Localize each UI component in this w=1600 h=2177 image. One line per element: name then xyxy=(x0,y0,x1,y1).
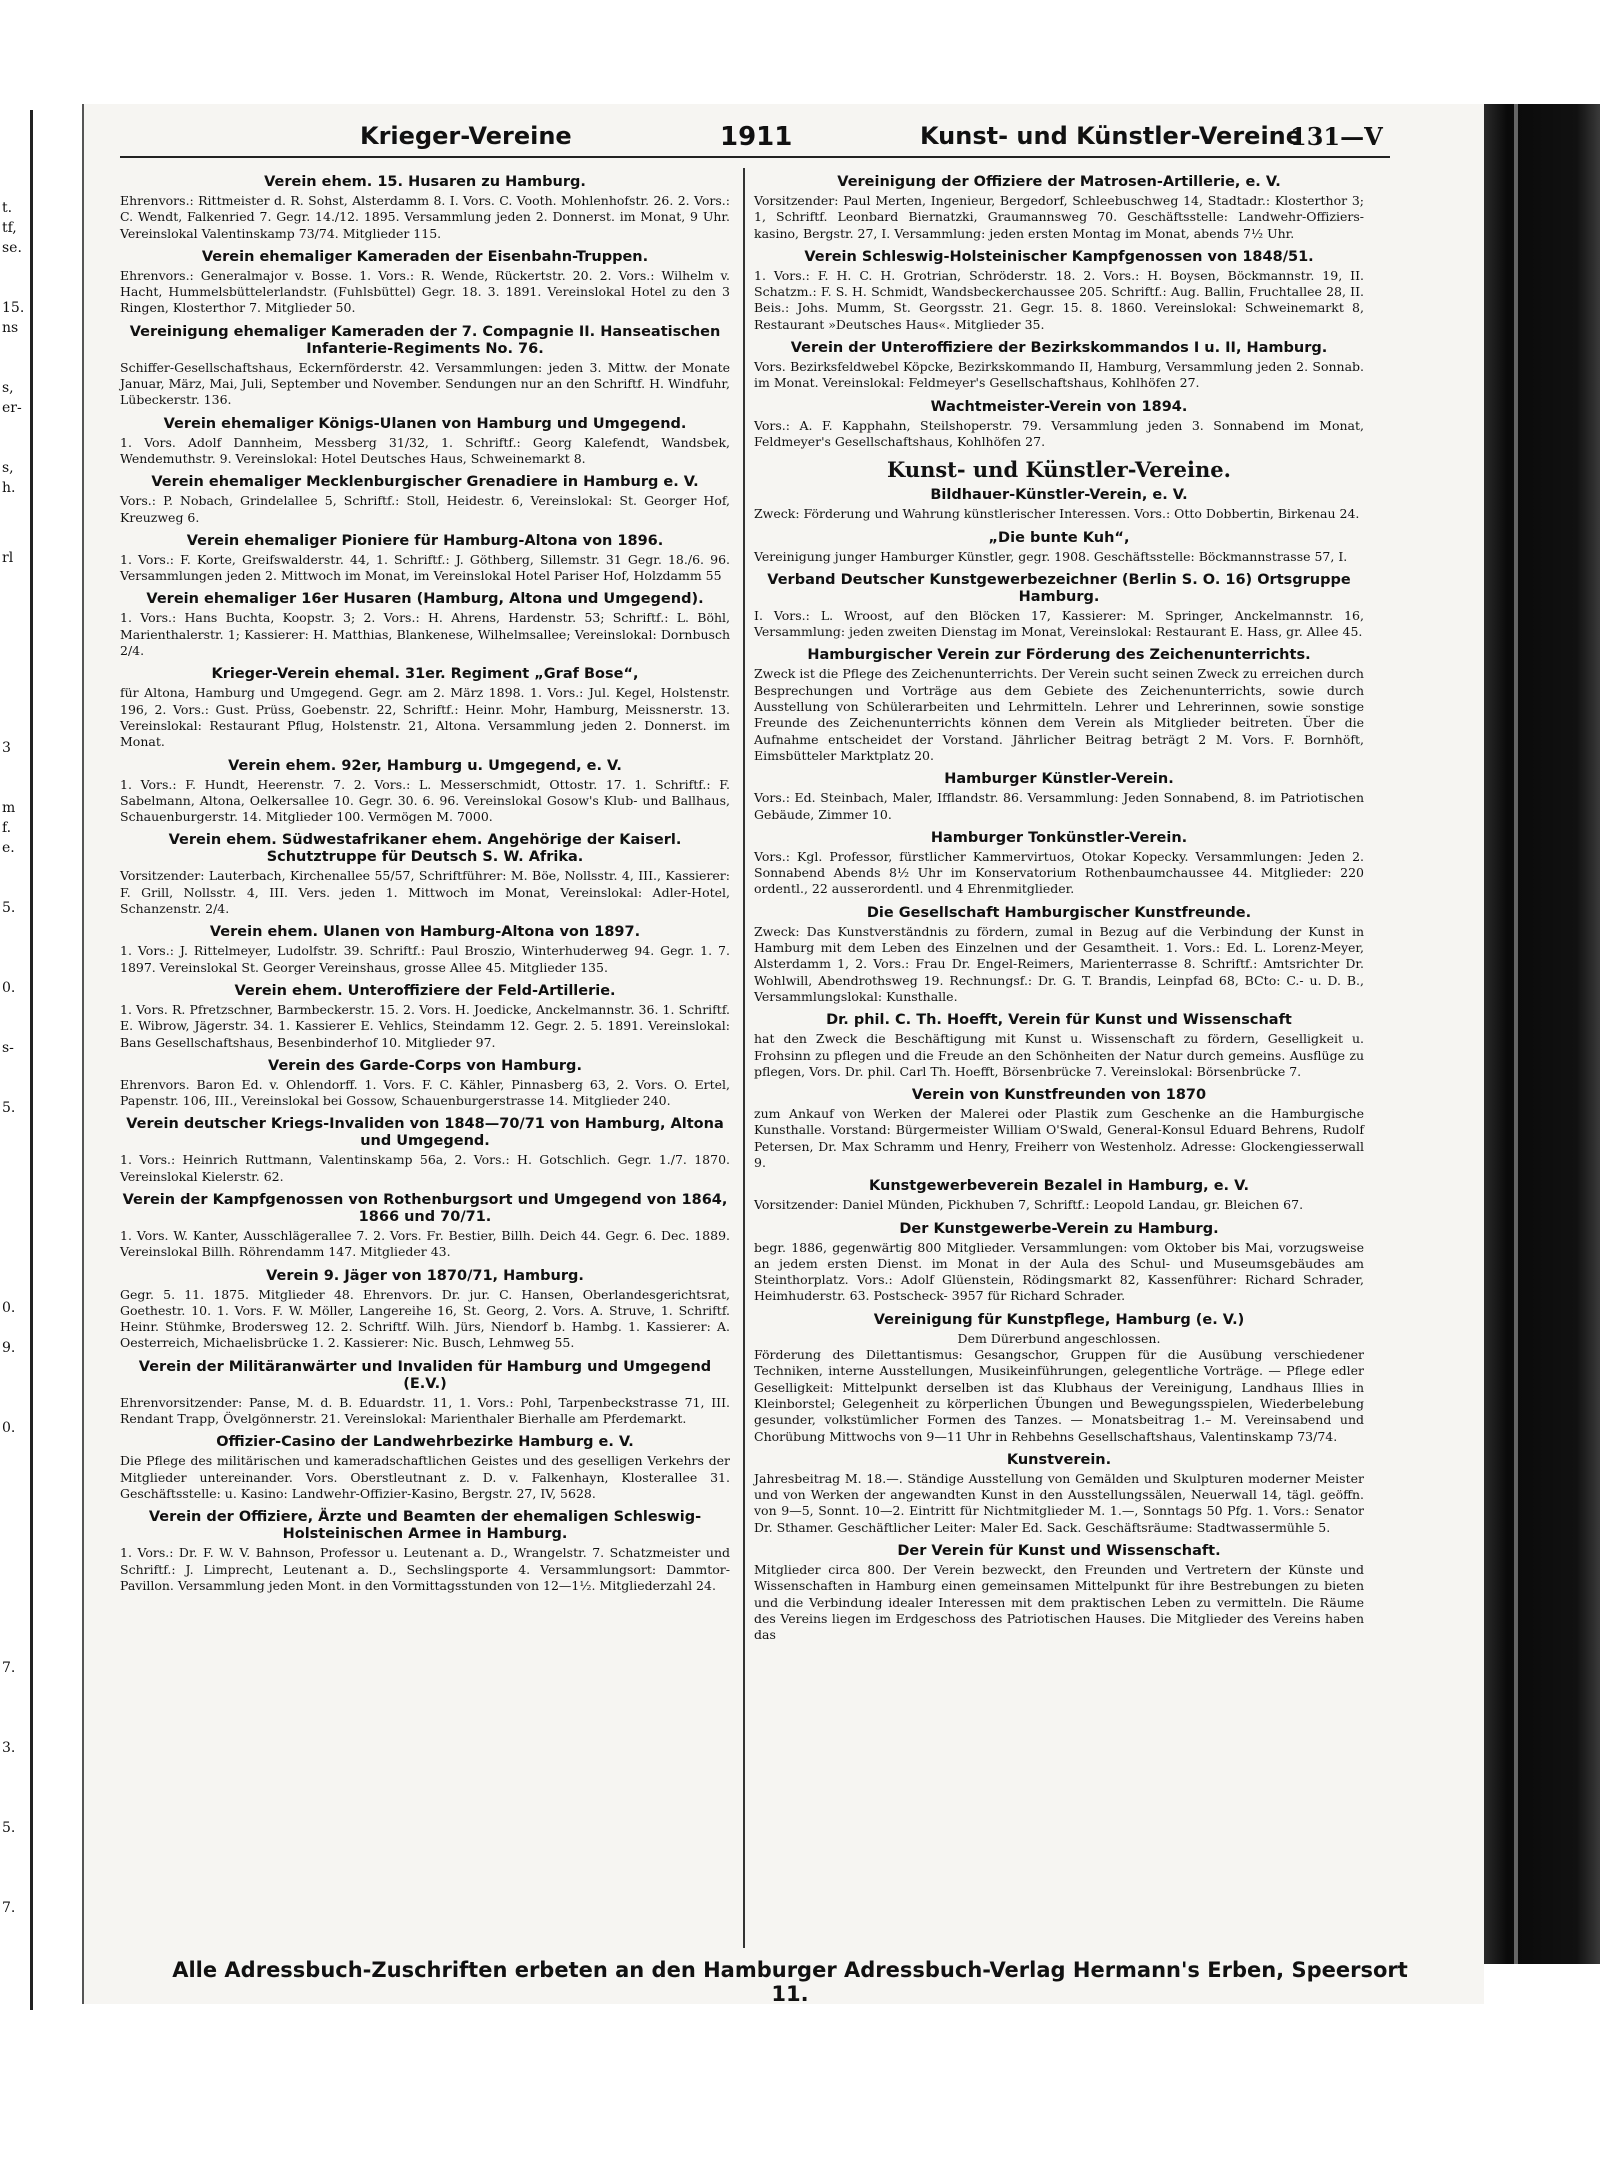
entry xyxy=(754,1312,1364,1445)
entry xyxy=(754,530,1364,565)
entry-body: Ehrenvorsitzender: Panse, M. d. B. Eduardstr. 11, 1. Vors.: Pohl, Tarpenbeckstrasse 71, III. Rendant Trapp, Övelgönnerstr. 21. Vereinslokal: Marienthaler Bierhalle am Pferdemarkt. xyxy=(120,1394,730,1427)
margin-fragment: e. xyxy=(2,840,15,856)
margin-fragment: 9. xyxy=(2,1340,16,1356)
entry xyxy=(754,1012,1364,1080)
page-number: 131—V xyxy=(1290,122,1383,151)
margin-fragment: 3 xyxy=(2,740,11,756)
entry xyxy=(120,474,730,526)
entry-body: 1. Vors.: F. Korte, Greifswalderstr. 44, 1. Schriftf.: J. Göthberg, Sillemstr. 31 Gegr. 18./6. 96. Versammlungen jeden 2. Mittwoch im Monat, im Vereinslokal Hotel Pariser Hof, Holzdamm 55 xyxy=(120,551,730,584)
entry-body: Vorsitzender: Lauterbach, Kirchenallee 55/57, Schriftführer: M. Böe, Nollsstr. 4, III., Kassierer: F. Grill, Nollsstr. 4, III. Vers. jeden 1. Mittwoch im Monat, Vereinslokal: Adler-Hotel, Schanzenstr. 2/4. xyxy=(120,868,730,917)
entry-title: „Die bunte Kuh“, xyxy=(988,529,1130,546)
margin-fragment: tf, xyxy=(2,220,17,236)
margin-fragment: 7. xyxy=(2,1900,16,1916)
entry xyxy=(754,1543,1364,1643)
entry xyxy=(120,416,730,468)
entry xyxy=(754,487,1364,522)
entry-body: Die Pflege des militärischen und kameradschaftlichen Geistes und des geselligen Verkehrs der Mitglieder untereinander. Vors. Oberstleutnant z. D. v. Falkenhayn, Klosterallee 31. Geschäftsstelle: u. Kasino: Landwehr-Offizier-Kasino, Bergstr. 27, IV, 5628. xyxy=(120,1453,730,1501)
entry-title: Verein deutscher Kriegs-Invaliden von 1848—70/71 von Hamburg, Altona und Umgegend. xyxy=(126,1116,724,1150)
entry-body: Vereinigung junger Hamburger Künstler, gegr. 1908. Geschäftsstelle: Böckmannstrasse 57, I. xyxy=(754,548,1348,564)
entry-title: Die Gesellschaft Hamburgischer Kunstfreunde. xyxy=(866,904,1252,921)
entry-title: Verein der Militäranwärter und Invaliden für Hamburg und Umgegend (E.V.) xyxy=(138,1358,712,1392)
margin-fragment: f. xyxy=(2,820,12,836)
entry-title: Offizier-Casino der Landwehrbezirke Hamburg e. V. xyxy=(216,1434,634,1451)
entry xyxy=(120,1116,730,1185)
entry xyxy=(120,1268,730,1352)
entry-body: 1. Vors.: Dr. F. W. V. Bahnson, Professor u. Leutenant a. D., Wrangelstr. 7. Schatzmeister und Schriftf.: J. Limprecht, Leutenant a. D., Sechslingsporte 4. Versammlungsort: Dammtor-Pavillon. Versammlung jeden Mont. in den Vormittagsstunden von 12—1½. Mitgliederzahl 24. xyxy=(120,1545,730,1593)
entry-title: Verein der Offiziere, Ärzte und Beamten der ehemaligen Schleswig-Holsteinischen Armee in Hamburg. xyxy=(148,1509,702,1543)
header-right-title: Kunst- und Künstler-Vereine xyxy=(920,122,1303,150)
entry-title: Kunstgewerbeverein Bezalel in Hamburg, e. V. xyxy=(869,1178,1249,1195)
entry-body: 1. Vors.: F. H. C. H. Grotrian, Schröderstr. 18. 2. Vors.: H. Boysen, Böckmannstr. 19, II. Schatzm.: F. S. H. Schmidt, Wandsbeckerchaussee 205. Schriftf.: Aug. Ballin, Fruchtallee 28, II. Beis.: Johs. Mumm, St. Georgsstr. 21. Gegr. 15. 8. 1860. Vereinslokal: Schweinemarkt 8, Restaurant »Deutsches Haus«. Mitglieder 35. xyxy=(754,267,1364,332)
entry-title: Verein ehemaliger Kameraden der Eisenbahn-Truppen. xyxy=(201,248,649,265)
margin-fragment: s- xyxy=(2,1040,14,1056)
margin-fragment: 0. xyxy=(2,980,16,996)
entry-body: Ehrenvors.: Generalmajor v. Bosse. 1. Vors.: R. Wende, Rückertstr. 20. 2. Vors.: Wilhelm v. Hacht, Hummelsbüttelerlandstr. (Fuhlsbüttel) Gegr. 18. 3. 1891. Vereinslokal Hotel zu den 3 Ringen, Klosterthor 7. Mitglieder 50. xyxy=(120,267,730,316)
entry-body: Vors.: Kgl. Professor, fürstlicher Kammervirtuos, Otokar Kopecky. Versammlungen: Jeden 2. Sonnabend Abends 8½ Uhr im Konservatorium Rothenbaumchaussee 44. Mitglieder: 220 ordentl., 22 ausserordentl. und 4 Ehrenmitglieder. xyxy=(754,848,1364,897)
entry xyxy=(120,249,730,317)
entry-title: Verein der Kampfgenossen von Rothenburgsort und Umgegend von 1864, 1866 und 70/71. xyxy=(122,1191,728,1225)
entry-title: Verein ehem. Unteroffiziere der Feld-Artillerie. xyxy=(234,982,616,999)
entry-body: Zweck: Förderung und Wahrung künstlerischer Interessen. Vors.: Otto Dobbertin, Birkenau 24. xyxy=(754,506,1360,522)
entry-title: Vereinigung für Kunstpflege, Hamburg (e. V.) xyxy=(873,1311,1245,1328)
margin-fragment: ns xyxy=(2,320,19,336)
entry-body: 1. Vors.: Hans Buchta, Koopstr. 3; 2. Vors.: H. Ahrens, Hardenstr. 53; Schriftf.: L. Böhl, Marienthalerstr. 1; Kassierer: H. Matthias, Blankenese, Wilhelmsallee; Vereinslokal: Dornbusch 2/4. xyxy=(120,610,730,659)
entry-body: Gegr. 5. 11. 1875. Mitglieder 48. Ehrenvors. Dr. jur. C. Hansen, Oberlandesgerichtsrat, Goethestr. 10. 1. Vors. F. W. Möller, Langereihe 16, St. Georg, 2. Vors. A. Struve, 1. Schriftf. Heinr. Stühmke, Brodersweg 12. 2. Schriftf. Wilh. Jürs, Niendorf b. Hambg. 1. Kassierer: A. Oesterreich, Michaelisbrücke 1. 2. Kassierer: Nic. Busch, Lehmweg 55. xyxy=(120,1286,730,1351)
previous-page-rule xyxy=(30,110,33,2010)
entry xyxy=(120,666,730,750)
entry xyxy=(120,324,730,409)
entry-title: Verein Schleswig-Holsteinischer Kampfgenossen von 1848/51. xyxy=(804,248,1314,265)
entry-title: Vereinigung ehemaliger Kameraden der 7. Compagnie II. Hanseatischen Infanterie-Regiments No. 76. xyxy=(129,323,721,357)
entry xyxy=(754,647,1364,764)
entry-title: Verein ehemaliger Königs-Ulanen von Hamburg und Umgegend. xyxy=(163,415,687,432)
entry xyxy=(120,1192,730,1261)
military-entries xyxy=(754,174,1364,450)
entry-body: Ehrenvors.: Rittmeister d. R. Sohst, Alsterdamm 8. I. Vors. C. Vooth. Mohlenhofstr. 26. 2. Vors.: C. Wendt, Falkenried 7. Gegr. 14./12. 1895. Versammlung jeden 2. Donnerst. im Monat, 9 Uhr. Vereinslokal Valentinskamp 73/74. Mitglieder 115. xyxy=(120,193,730,241)
entry xyxy=(120,1058,730,1110)
entry-title: Wachtmeister-Verein von 1894. xyxy=(930,398,1188,415)
art-entries xyxy=(754,487,1364,1643)
entry-body: Mitglieder circa 800. Der Verein bezweckt, den Freunden und Vertretern der Künste und Wissenschaften in Hamburg einen gemeinsamen Mittelpunkt für ihre Bestrebungen zu bieten und die Verbindung idealer Interessen mit dem praktischen Leben zu vermitteln. Die Räume des Vereins liegen im Erdgeschoss des Patriotischen Hauses. Die Mitglieder des Vereins haben das xyxy=(754,1562,1364,1643)
entry xyxy=(754,1452,1364,1536)
entry-body: Förderung des Dilettantismus: Gesangschor, Gruppen für die Ausübung verschiedener Techniken, interne Ausstellungen, Musikeinführungen, gelegentliche Vorträge. — Pflege edler Geselligkeit: Mittelpunkt derselben ist das Klubhaus der Vereinigung, Landhaus Illies in Kleinborstel; Gelegenheit zu körperlichen Übungen und Bewegungsspielen, Wiederbelebung gesunder, volkstümlicher Formen des Tanzes. — Monatsbeitrag 1.– M. Vereinsabend und Chorübung Mittwochs von 9—11 Uhr in Rehbehns Gesellschaftshaus, Valentinskamp 73/74. xyxy=(754,1347,1364,1444)
entry-body: Vors. Bezirksfeldwebel Köpcke, Bezirkskommando II, Hamburg, Versammlung jeden 2. Sonnab. im Monat. Vereinslokal: Feldmeyer's Gesellschaftshaus, Kohlhöfen 27. xyxy=(754,359,1364,391)
margin-fragment: 0. xyxy=(2,1420,16,1436)
entry xyxy=(120,983,730,1051)
margin-fragment: 15. xyxy=(2,300,25,316)
entry-body: 1. Vors. Adolf Dannheim, Messberg 31/32, 1. Schriftf.: Georg Kalefendt, Wandsbek, Wendemuthstr. 9. Vereinslokal: Hotel Deutsches Haus, Schweinemarkt 8. xyxy=(120,434,730,466)
margin-fragment: t. xyxy=(2,200,13,216)
entry-body: Vorsitzender: Daniel Münden, Pickhuben 7, Schriftf.: Leopold Landau, gr. Bleichen 67. xyxy=(754,1197,1304,1213)
margin-fragment: er- xyxy=(2,400,22,416)
entry-title: Verein ehemaliger Mecklenburgischer Grenadiere in Hamburg e. V. xyxy=(151,474,699,491)
left-column xyxy=(120,174,730,1601)
entry-body: Vors.: P. Nobach, Grindelallee 5, Schriftf.: Stoll, Heidestr. 6, Vereinslokal: St. Georger Hof, Kreuzweg 6. xyxy=(120,493,730,525)
entry-body: Vors.: A. F. Kapphahn, Steilshoperstr. 79. Versammlung jeden 3. Sonnabend im Monat, Feldmeyer's Gesellschaftshaus, Kohlhöfen 27. xyxy=(754,417,1364,449)
book-edge xyxy=(1484,104,1600,1964)
entry-body: Schiffer-Gesellschaftshaus, Eckernförderstr. 42. Versammlungen: jeden 3. Mittw. der Monate Januar, März, Mai, Juli, September und November. Sendungen nur an den Schriftf. H. Windfuhr, Lübeckerstr. 136. xyxy=(120,359,730,408)
entry xyxy=(754,771,1364,823)
margin-fragment: m xyxy=(2,800,16,816)
section-heading: Kunst- und Künstler-Vereine. xyxy=(887,457,1231,483)
entry-body: Vors.: Ed. Steinbach, Maler, Ifflandstr. 86. Versammlung: Jeden Sonnabend, 8. im Patriotischen Gebäude, Zimmer 10. xyxy=(754,790,1364,822)
entry-title: Verein von Kunstfreunden von 1870 xyxy=(911,1087,1207,1104)
entry xyxy=(754,830,1364,898)
entry-body: I. Vors.: L. Wroost, auf den Blöcken 17, Kassierer: M. Springer, Anckelmannstr. 16, Versammlung: jeden zweiten Dienstag im Monat, Vereinslokal: Restaurant E. Hass, gr. Allee 45. xyxy=(754,607,1364,640)
header-left-title: Krieger-Vereine xyxy=(360,122,572,150)
entry xyxy=(754,1178,1364,1213)
entry-body: Zweck ist die Pflege des Zeichenunterrichts. Der Verein sucht seinen Zweck zu erreichen durch Besprechungen und Vorträge aus dem Gebiete des Zeichenunterrichts, sowie durch Ausstellung von Schülerarbeiten und Lehrmitteln. Lehrer und Lehrerinnen, sowie sonstige Freunde des Zeichenunterrichts können dem Verein als Mitglieder beitreten. Über die Aufnahme entscheidet der Vorstand. Jährlicher Beitrag beträgt 2 M. Vors. F. Bornhöft, Eimsbütteler Marktplatz 20. xyxy=(754,666,1364,763)
entry-body: 1. Vors.: J. Rittelmeyer, Ludolfstr. 39. Schriftf.: Paul Broszio, Winterhuderweg 94. Gegr. 1. 7. 1897. Vereinslokal St. Georger Vereinshaus, grosse Allee 45. Mitglieder 135. xyxy=(120,943,730,975)
entry-title: Verein ehemaliger Pioniere für Hamburg-Altona von 1896. xyxy=(186,532,664,549)
header-year: 1911 xyxy=(720,122,793,152)
entry-body: Jahresbeitrag M. 18.—. Ständige Ausstellung von Gemälden und Skulpturen moderner Meister und von Werken der angewandten Kunst in den Ausstellungssälen, Neuerwall 14, tägl. geöffn. von 9—5, Sonnt. 10—2. Eintritt für Nichtmitglieder M. 1.—, Sonntags 50 Pfg. 1. Vors.: Senator Dr. Sthamer. Geschäftlicher Leiter: Maler Ed. Sack. Geschäftsräume: Stadtwassermühle 5. xyxy=(754,1470,1364,1535)
entry-body: Vorsitzender: Paul Merten, Ingenieur, Bergedorf, Schleebuschweg 14, Stadtadr.: Klosterthor 3; 1, Schriftf. Leonbard Biernatzki, Graumannsweg 70. Geschäftsstelle: Landwehr-Offiziers-kasino, Bergstr. 27, I. Versammlung: jeden ersten Montag im Monat, abends 7½ Uhr. xyxy=(754,193,1364,241)
margin-fragment: 5. xyxy=(2,1100,16,1116)
entry xyxy=(120,924,730,976)
margin-fragment: 7. xyxy=(2,1660,16,1676)
entry xyxy=(120,533,730,585)
entry-title: Verein ehem. Südwestafrikaner ehem. Angehörige der Kaiserl. Schutztruppe für Deutsch S. W. Afrika. xyxy=(168,832,682,866)
entry-title: Verein der Unteroffiziere der Bezirkskommandos I u. II, Hamburg. xyxy=(790,340,1328,357)
entry-title: Hamburgischer Verein zur Förderung des Zeichenunterrichts. xyxy=(807,647,1311,664)
entry-title: Der Kunstgewerbe-Verein zu Hamburg. xyxy=(899,1220,1219,1237)
entry xyxy=(754,249,1364,333)
entry-title: Verein des Garde-Corps von Hamburg. xyxy=(268,1057,582,1074)
margin-fragment: rl xyxy=(2,550,14,566)
entry xyxy=(754,905,1364,1005)
entry xyxy=(754,174,1364,242)
entry-body: 1. Vors. W. Kanter, Ausschlägerallee 7. 2. Vors. Fr. Bestier, Billh. Deich 44. Gegr. 6. Dec. 1889. Vereinslokal Billh. Röhrendamm 147. Mitglieder 43. xyxy=(120,1227,730,1260)
entry-body: 1. Vors. R. Pfretzschner, Barmbeckerstr. 15. 2. Vors. H. Joedicke, Anckelmannstr. 36. 1. Schriftf. E. Wibrow, Jägerstr. 34. 1. Kassierer E. Vehlics, Steindamm 12. Gegr. 2. 5. 1891. Vereinslokal: Bans Gesellschaftshaus, Besenbinderhof 10. Mitglieder 97. xyxy=(120,1001,730,1050)
entry-title: Verein ehem. Ulanen von Hamburg-Altona von 1897. xyxy=(209,924,641,941)
entry-body: 1. Vors.: Heinrich Ruttmann, Valentinskamp 56a, 2. Vors.: H. Gotschlich. Gegr. 1./7. 1870. Vereinslokal Kielerstr. 62. xyxy=(120,1152,730,1184)
entry xyxy=(120,758,730,826)
entry-body: Ehrenvors. Baron Ed. v. Ohlendorff. 1. Vors. F. C. Kähler, Pinnasberg 63, 2. Vors. O. Ertel, Papenstr. 106, III., Vereinslokal bei Gossow, Schauenburgerstrasse 14. Mitglieder 240. xyxy=(120,1076,730,1109)
previous-page-edge xyxy=(0,0,40,2177)
right-column xyxy=(754,174,1364,1651)
entry-title: Kunstverein. xyxy=(1006,1451,1112,1468)
entry-title: Hamburger Künstler-Verein. xyxy=(944,771,1174,788)
entry-title: Verein 9. Jäger von 1870/71, Hamburg. xyxy=(266,1267,584,1284)
entry xyxy=(120,1434,730,1502)
entry xyxy=(120,1359,730,1428)
entry xyxy=(754,399,1364,451)
margin-fragment: s, xyxy=(2,380,14,396)
entry-title: Hamburger Tonkünstler-Verein. xyxy=(930,829,1188,846)
entry-title: Dr. phil. C. Th. Hoefft, Verein für Kunst und Wissenschaft xyxy=(826,1012,1292,1029)
entry-body: zum Ankauf von Werken der Malerei oder Plastik zum Geschenke an die Hamburgische Kunsthalle. Vorstand: Bürgermeister William O'Swald, General-Konsul Eduard Behrens, Rudolf Petersen, Dr. Max Schramm und Henry, Freiherr von Westenholz. Adresse: Glockengiesserwall 9. xyxy=(754,1106,1364,1170)
column-divider xyxy=(743,168,745,1948)
footer-notice: Alle Adressbuch-Zuschriften erbeten an den Hamburger Adressbuch-Verlag Hermann's Erben, Speersort 11. xyxy=(172,1958,1408,2006)
entry-subtitle: Dem Dürerbund angeschlossen. xyxy=(957,1330,1161,1346)
entry-title: Verein ehem. 15. Husaren zu Hamburg. xyxy=(264,174,586,190)
margin-fragment: 5. xyxy=(2,900,16,916)
entry-body: hat den Zweck die Beschäftigung mit Kunst u. Wissenschaft zu fördern, Geselligkeit u. Frohsinn zu pflegen und die Freude an den Schönheiten der Natur durch gemeins. Ausflüge zu pflegen, Vors. Dr. phil. Carl Th. Hoefft, Börsenbrücke 7. Vereinslokal: Börsenbrücke 7. xyxy=(754,1031,1364,1079)
entry-title: Bildhauer-Künstler-Verein, e. V. xyxy=(930,487,1188,504)
entry-title: Verein ehemaliger 16er Husaren (Hamburg, Altona und Umgegend). xyxy=(146,591,704,608)
entry xyxy=(754,572,1364,641)
entry-body: 1. Vors.: F. Hundt, Heerenstr. 7. 2. Vors.: L. Messerschmidt, Ottostr. 17. 1. Schriftf.: F. Sabelmann, Altona, Oelkersallee 10. Gegr. 30. 6. 96. Vereinslokal Gosow's Klub- und Ballhaus, Schauenburgerstr. 14. Mitglieder 100. Vermögen M. 7000. xyxy=(120,776,730,825)
entry-title: Vereinigung der Offiziere der Matrosen-Artillerie, e. V. xyxy=(837,174,1281,190)
margin-fragment: 5. xyxy=(2,1820,16,1836)
entry-title: Der Verein für Kunst und Wissenschaft. xyxy=(897,1543,1221,1560)
entry xyxy=(120,1509,730,1594)
margin-fragment: h. xyxy=(2,480,16,496)
entry xyxy=(754,1087,1364,1171)
margin-fragment: s, xyxy=(2,460,14,476)
entry xyxy=(120,832,730,917)
entry xyxy=(754,1221,1364,1305)
entry-body: für Altona, Hamburg und Umgegend. Gegr. am 2. März 1898. 1. Vors.: Jul. Kegel, Holstenstr. 196, 2. Vors.: Gust. Prüss, Goebenstr. 22, Schriftf.: Heinr. Mohr, Hamburg, Meissnerstr. 13. Vereinslokal: Restaurant Pflug, Holstenstr. 21, Altona. Versammlung jeden 2. Donnerst. im Monat. xyxy=(120,685,730,750)
entry-title: Verein ehem. 92er, Hamburg u. Umgegend, e. V. xyxy=(228,757,622,774)
entry-title: Krieger-Verein ehemal. 31er. Regiment „Graf Bose“, xyxy=(211,666,639,683)
margin-fragment: 3. xyxy=(2,1740,16,1756)
entry xyxy=(120,174,730,242)
margin-fragment: 0. xyxy=(2,1300,16,1316)
running-header xyxy=(120,112,1390,158)
margin-fragment: se. xyxy=(2,240,22,256)
entry-title: Verband Deutscher Kunstgewerbezeichner (Berlin S. O. 16) Ortsgruppe Hamburg. xyxy=(767,571,1351,605)
entry xyxy=(754,340,1364,392)
entry xyxy=(120,591,730,659)
entry-body: begr. 1886, gegenwärtig 800 Mitglieder. Versammlungen: vom Oktober bis Mai, vorzugsweise an jedem ersten Dienst. im Monat in der Aula des Schul- und Museumsgebäudes am Steinthorplatz. Vors.: Adolf Glüenstein, Rödingsmarkt 82, Kassenführer: Richard Schrader, Heimhuderstr. 63. Postscheck- 3957 für Richard Schrader. xyxy=(754,1239,1364,1304)
entry-body: Zweck: Das Kunstverständnis zu fördern, zumal in Bezug auf die Verbindung der Kunst in Hamburg mit dem Leben des Einzelnen und der Gesamtheit. 1. Vors.: Ed. L. Lorenz-Meyer, Alsterdamm 1, 2. Vors.: Frau Dr. Engel-Reimers, Marienterrasse 8. Schriftf.: Amtsrichter Dr. Wohlwill, Abendrothsweg 19. Rechnungsf.: Dr. G. T. Brandis, Leinpfad 68, BCto: C.- u. D. B., Versammlungslokal: Kunsthalle. xyxy=(754,923,1364,1004)
